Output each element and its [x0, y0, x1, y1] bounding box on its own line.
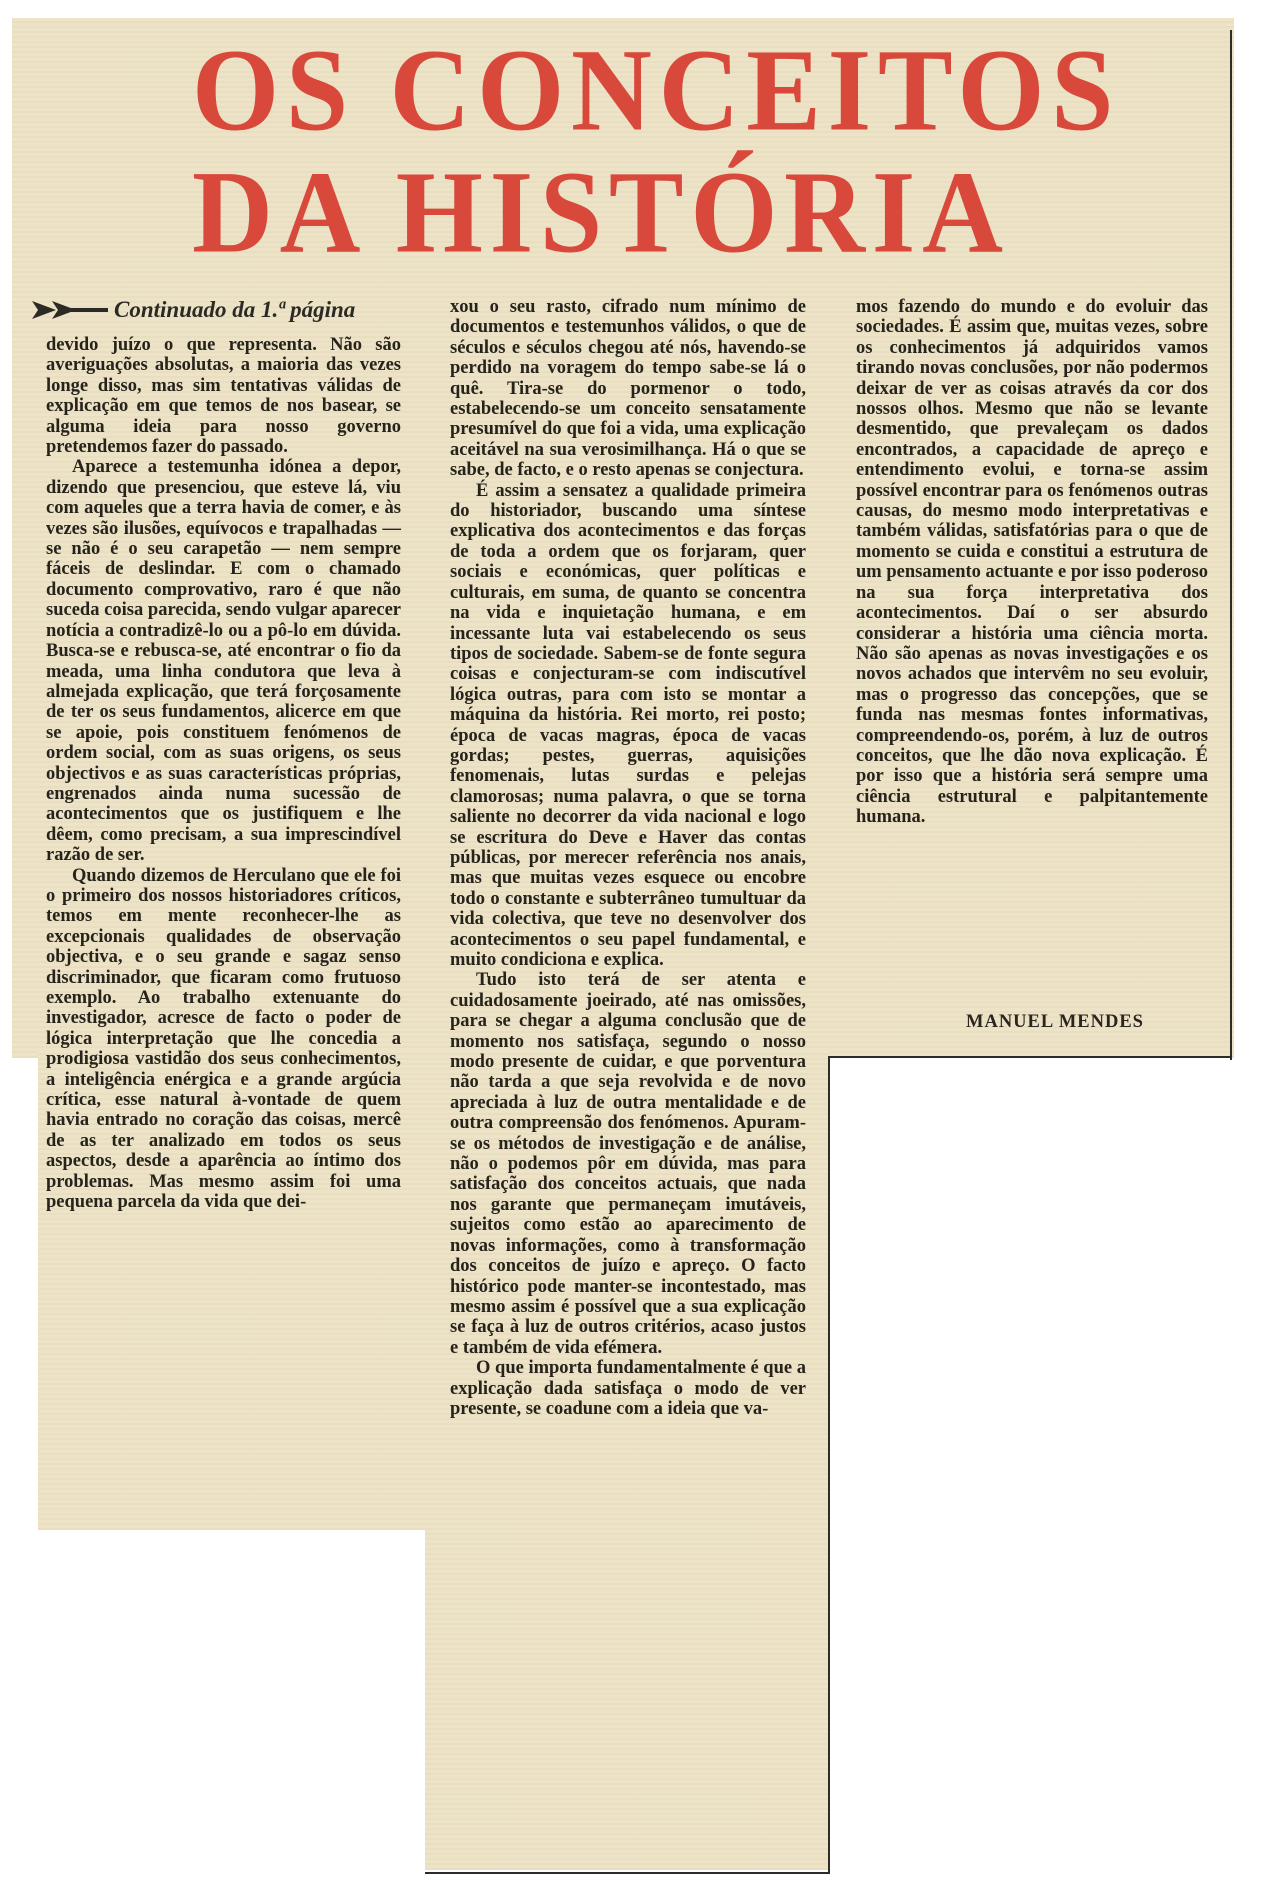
- headline: [0, 24, 1240, 274]
- paragraph: O que importa fundamentalmente é que a explicação dada satisfaça o modo de ver presente, se coadune com a ideia que va-: [450, 1358, 806, 1419]
- paragraph: É assim a sensatez a qualidade primeira do historiador, buscando uma síntese explicativa dos acontecimentos e das forças de toda a ordem que os forjaram, quer sociais e económicas, quer políticas e culturais, em suma, de quanto se concentra na vida e inquietação humana, e em incessante luta vai estabelecendo os seus tipos de sociedade. Sabem-se de fonte segura coisas e conjecturam-se com indiscutível lógica outras, para com isto se montar a máquina da história. Rei morto, rei posto; época de vacas magras, época de vacas gordas; pestes, guerras, aquisições fenomenais, lutas surdas e pelejas clamorosas; numa palavra, o que se torna saliente no decorrer da vida nacional e logo se escritura do Deve e Haver das contas públicas, por merecer referência nos anais, mas que muitas vezes esquece ou encobre todo o constante e subterrâneo tumultuar da vida colectiva, que teve no desenvolver dos acontecimentos o seu papel fundamental, e muito condiciona e explica.: [450, 480, 806, 970]
- headline-line-1: OS CONCEITOS: [192, 25, 1121, 156]
- paragraph: Quando dizemos de Herculano que ele foi o primeiro dos nossos historiadores críticos, temos em mente reconhecer-lhe as excepcionais qualidades de observação objectiva, e o seu grande e sagaz senso discriminador, que ficaram como frutuoso exemplo. Ao trabalho extenuante do investigador, acresce de facto o poder de lógica interpretação que lhe concedia a prodigiosa vastidão dos seus conhecimentos, a inteligência enérgica e a grande argúcia crítica, esse natural à-vontade de quem havia entrado no coração das coisas, mercê de as ter analizado em todos os seus aspectos, desde a aparência ao íntimo dos problemas. Mas mesmo assim foi uma pequena parcela da vida que dei-: [46, 865, 401, 1213]
- cut-edge: [425, 1872, 830, 1874]
- paragraph: Aparece a testemunha idónea a depor, dizendo que presenciou, que esteve lá, viu com aqueles que a terra havia de comer, e às vezes são ilusões, equívocos e trapalhadas — se não é o seu carapetão — nem sempre fáceis de deslindar. E com o chamado documento comprovativo, raro é que não suceda coisa parecida, sendo vulgar aparecer notícia a contradizê-lo ou a pô-lo em dúvida. Busca-se e rebusca-se, até encontrar o fio da meada, uma linha condutora que leva à almejada explicação, que terá forçosamente de ter os seus fundamentos, alicerce em que se apoie, pois constituem fenómenos de ordem social, com as suas origens, os seus objectivos e as suas características próprias, engrenados ainda numa sucessão de acontecimentos que os justifiquem e lhe dêem, como precisam, a sua imprescindível razão de ser.: [46, 457, 401, 866]
- cut-edge: [828, 1056, 1230, 1058]
- paragraph: Tudo isto terá de ser atenta e cuidadosamente joeirado, até nas omissões, para se chegar a alguma conclusão que de momento nos satisfaça, segundo o nosso modo presente de cuidar, e que porventura não tarda a que seja revolvida e de novo apreciada à luz de outra mentalidade e de outra compreensão dos fenómenos. Apuram-se os métodos de investigação e de análise, não o podemos pôr em dúvida, mas para satisfação dos conceitos actuais, que nada nos garante que permaneçam imutáveis, sujeitos como estão ao aparecimento de novas informações, como à transformação dos conceitos de juízo e apreço. O facto histórico pode manter-se incontestado, mas mesmo assim é possível que a sua explicação se faça à luz de outros critérios, acaso justos e também de vida efémera.: [450, 970, 806, 1358]
- paragraph: devido juízo o que representa. Não são averiguações absolutas, a maioria das vezes longe disso, mas sim tentativas válidas de explicação em que temos de nos basear, se alguma ideia para nosso governo pretendemos fazer do passado.: [46, 335, 401, 458]
- cut-edge: [828, 1056, 830, 1874]
- byline: MANUEL MENDES: [966, 1012, 1144, 1032]
- article-column-3: [856, 297, 1208, 828]
- continued-label: [30, 293, 425, 323]
- headline-line-2: DA HISTÓRIA: [192, 147, 1010, 274]
- article-column-2: [450, 297, 806, 1419]
- paragraph: xou o seu rasto, cifrado num mínimo de documentos e testemunhos válidos, o que de séculos e séculos chegou até nós, havendo-se perdido na voragem do tempo sabe-se lá o quê. Tira-se do pormenor o todo, estabelecendo-se um conceito sensatamente presumível do que foi a vida, uma explicação aceitável na sua verosimilhança. Há o que se sabe, de facto, e o resto apenas se conjectura.: [450, 297, 806, 481]
- article-column-1: [46, 335, 401, 1212]
- paragraph: mos fazendo do mundo e do evoluir das sociedades. É assim que, muitas vezes, sobre os conhecimentos já adquiridos vamos tirando novas conclusões, por não podermos deixar de ver as coisas através da cor dos nossos olhos. Mesmo que não se levante desmentido, que prevaleçam os dados encontrados, a capacidade de apreço e entendimento evolui, e torna-se assim possível encontrar para os fenómenos outras causas, do mesmo modo interpretativas e também válidas, satisfatórias para o que de momento se cuida e constitui a estrutura de um pensamento actuante e por isso poderoso na sua força interpretativa dos acontecimentos. Daí o ser absurdo considerar a história uma ciência morta. Não são apenas as novas investigações e os novos achados que intervêm no seu evoluir, mas o progresso das concepções, que se funda nas mesmas fontes informativas, compreendendo-os, porém, à luz de outros conceitos, que lhe dão nova explicação. É por isso que a história será sempre uma ciência estrutural e palpitantemente humana.: [856, 297, 1208, 828]
- continued-text: Continuado da 1.ª página: [114, 296, 356, 322]
- double-arrow-icon: [30, 297, 110, 323]
